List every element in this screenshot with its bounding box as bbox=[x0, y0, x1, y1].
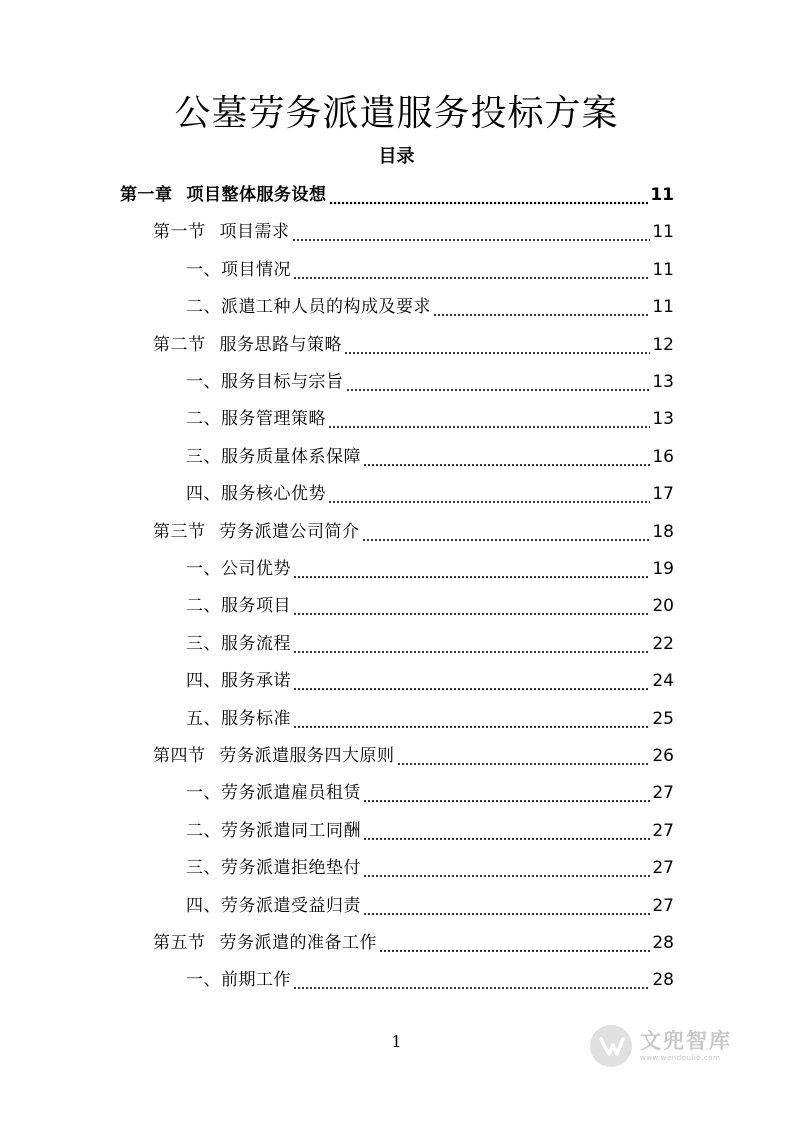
toc-item bbox=[186, 365, 674, 393]
toc-leader-dots bbox=[328, 408, 650, 430]
toc-page-number: 25 bbox=[652, 709, 674, 729]
toc-leader-dots bbox=[292, 221, 651, 243]
toc-leader-dots bbox=[363, 857, 650, 879]
toc-item bbox=[186, 440, 674, 468]
toc-entry-label: 第二节 bbox=[153, 335, 206, 355]
toc-entry-label: 一、 bbox=[186, 260, 221, 280]
toc-item bbox=[186, 589, 674, 617]
toc-entry-title: 服务思路与策略 bbox=[219, 335, 342, 355]
toc-leader-dots bbox=[363, 446, 650, 468]
toc-heading: 目录 bbox=[378, 146, 415, 167]
toc-item bbox=[186, 963, 674, 991]
toc-page-number: 16 bbox=[652, 447, 674, 467]
toc-entry-title: 劳务派遣拒绝垫付 bbox=[221, 858, 361, 878]
toc-item bbox=[186, 889, 674, 917]
toc-entry-title: 服务标准 bbox=[221, 709, 291, 729]
toc-entry-title: 项目整体服务设想 bbox=[186, 185, 327, 205]
toc-item bbox=[186, 814, 674, 842]
toc-item bbox=[186, 477, 674, 505]
toc-entry-label: 一、 bbox=[186, 970, 221, 990]
toc-page-number: 18 bbox=[652, 522, 674, 542]
toc-item bbox=[186, 290, 674, 318]
toc-entry-title: 劳务派遣公司简介 bbox=[219, 522, 360, 542]
toc-page-number: 13 bbox=[652, 372, 674, 392]
toc-leader-dots bbox=[293, 969, 650, 991]
toc-entry-title: 公司优势 bbox=[221, 559, 291, 579]
toc-page-number: 28 bbox=[652, 933, 674, 953]
toc-chapter bbox=[120, 178, 674, 206]
toc-entry-label: 四、 bbox=[186, 484, 221, 504]
toc-entry-label: 第一章 bbox=[120, 185, 173, 205]
toc-leader-dots bbox=[397, 745, 651, 767]
toc-entry-title: 劳务派遣服务四大原则 bbox=[219, 746, 395, 766]
watermark-url: www.wendoulib.com bbox=[640, 1054, 721, 1062]
toc-entry-label: 二、 bbox=[186, 409, 221, 429]
toc-leader-dots bbox=[346, 371, 651, 393]
toc-entry-title: 劳务派遣受益归责 bbox=[221, 896, 361, 916]
toc-entry-label: 四、 bbox=[186, 896, 221, 916]
toc-page-number: 11 bbox=[650, 185, 674, 205]
toc-entry-title: 劳务派遣同工同酬 bbox=[221, 821, 361, 841]
toc-item bbox=[186, 851, 674, 879]
toc-entry-label: 四、 bbox=[186, 671, 221, 691]
toc-page-number: 26 bbox=[652, 746, 674, 766]
toc-leader-dots bbox=[363, 895, 650, 917]
toc-entry-label: 二、 bbox=[186, 596, 221, 616]
toc-leader-dots bbox=[293, 595, 650, 617]
wendou-logo-icon bbox=[588, 1023, 634, 1069]
toc-entry-label: 二、 bbox=[186, 821, 221, 841]
toc-page-number: 22 bbox=[652, 634, 674, 654]
toc-page-number: 11 bbox=[652, 222, 674, 242]
toc-leader-dots bbox=[363, 820, 650, 842]
toc-leader-dots bbox=[293, 558, 650, 580]
page-number: 1 bbox=[391, 1032, 402, 1051]
toc-page-number: 13 bbox=[652, 409, 674, 429]
toc-entry-label: 二、 bbox=[186, 297, 221, 317]
toc-leader-dots bbox=[362, 521, 651, 543]
toc-entry-title: 服务承诺 bbox=[221, 671, 291, 691]
toc-page-number: 24 bbox=[652, 671, 674, 691]
toc-leader-dots bbox=[329, 184, 649, 206]
toc-section bbox=[153, 515, 674, 543]
toc-entry-label: 一、 bbox=[186, 559, 221, 579]
toc-page-number: 17 bbox=[652, 484, 674, 504]
toc-page-number: 27 bbox=[652, 858, 674, 878]
toc-entry-title: 项目需求 bbox=[219, 222, 290, 242]
toc-page-number: 11 bbox=[652, 260, 674, 280]
toc-section bbox=[153, 926, 674, 954]
toc-item bbox=[186, 664, 674, 692]
toc-page-number: 28 bbox=[652, 970, 674, 990]
toc-page-number: 27 bbox=[652, 783, 674, 803]
toc-entry-title: 服务项目 bbox=[221, 596, 291, 616]
toc-page-number: 27 bbox=[652, 821, 674, 841]
toc-page-number: 11 bbox=[652, 297, 674, 317]
toc-entry-title: 服务管理策略 bbox=[221, 409, 326, 429]
toc-leader-dots bbox=[293, 708, 650, 730]
toc-leader-dots bbox=[293, 633, 650, 655]
toc-entry-title: 服务质量体系保障 bbox=[221, 447, 361, 467]
toc-section bbox=[153, 215, 674, 243]
watermark-brand: 文兜智库 bbox=[640, 1029, 732, 1053]
toc-entry-label: 三、 bbox=[186, 634, 221, 654]
toc-leader-dots bbox=[293, 259, 650, 281]
toc-leader-dots bbox=[433, 296, 650, 318]
toc-leader-dots bbox=[344, 334, 650, 356]
document-title: 公墓劳务派遣服务投标方案 bbox=[174, 93, 619, 134]
toc-entry-title: 派遣工种人员的构成及要求 bbox=[221, 297, 431, 317]
toc-item bbox=[186, 402, 674, 430]
toc-page-number: 27 bbox=[652, 896, 674, 916]
toc-entry-title: 服务流程 bbox=[221, 634, 291, 654]
toc-entry-title: 劳务派遣雇员租赁 bbox=[221, 783, 361, 803]
toc-entry-label: 三、 bbox=[186, 858, 221, 878]
toc-leader-dots bbox=[363, 782, 650, 804]
toc-item bbox=[186, 627, 674, 655]
toc-item bbox=[186, 552, 674, 580]
toc-entry-title: 服务目标与宗旨 bbox=[221, 372, 344, 392]
toc-entry-title: 前期工作 bbox=[221, 970, 291, 990]
toc-leader-dots bbox=[328, 483, 650, 505]
toc-entry-label: 第一节 bbox=[153, 222, 206, 242]
toc-item bbox=[186, 776, 674, 804]
toc-entry-label: 一、 bbox=[186, 372, 221, 392]
toc-section bbox=[153, 328, 674, 356]
toc-entry-label: 五、 bbox=[186, 709, 221, 729]
toc-entry-title: 劳务派遣的准备工作 bbox=[219, 933, 377, 953]
toc-leader-dots bbox=[293, 670, 650, 692]
toc-page-number: 12 bbox=[652, 335, 674, 355]
toc-page-number: 19 bbox=[652, 559, 674, 579]
toc-item bbox=[186, 253, 674, 281]
watermark bbox=[588, 1018, 758, 1074]
toc-entry-title: 服务核心优势 bbox=[221, 484, 326, 504]
toc-item bbox=[186, 702, 674, 730]
toc-entry-label: 一、 bbox=[186, 783, 221, 803]
toc-entry-label: 三、 bbox=[186, 447, 221, 467]
toc-section bbox=[153, 739, 674, 767]
toc-page-number: 20 bbox=[652, 596, 674, 616]
toc-leader-dots bbox=[379, 932, 650, 954]
toc-entry-label: 第三节 bbox=[153, 522, 206, 542]
toc-entry-label: 第四节 bbox=[153, 746, 206, 766]
toc-entry-label: 第五节 bbox=[153, 933, 206, 953]
toc-entry-title: 项目情况 bbox=[221, 260, 291, 280]
